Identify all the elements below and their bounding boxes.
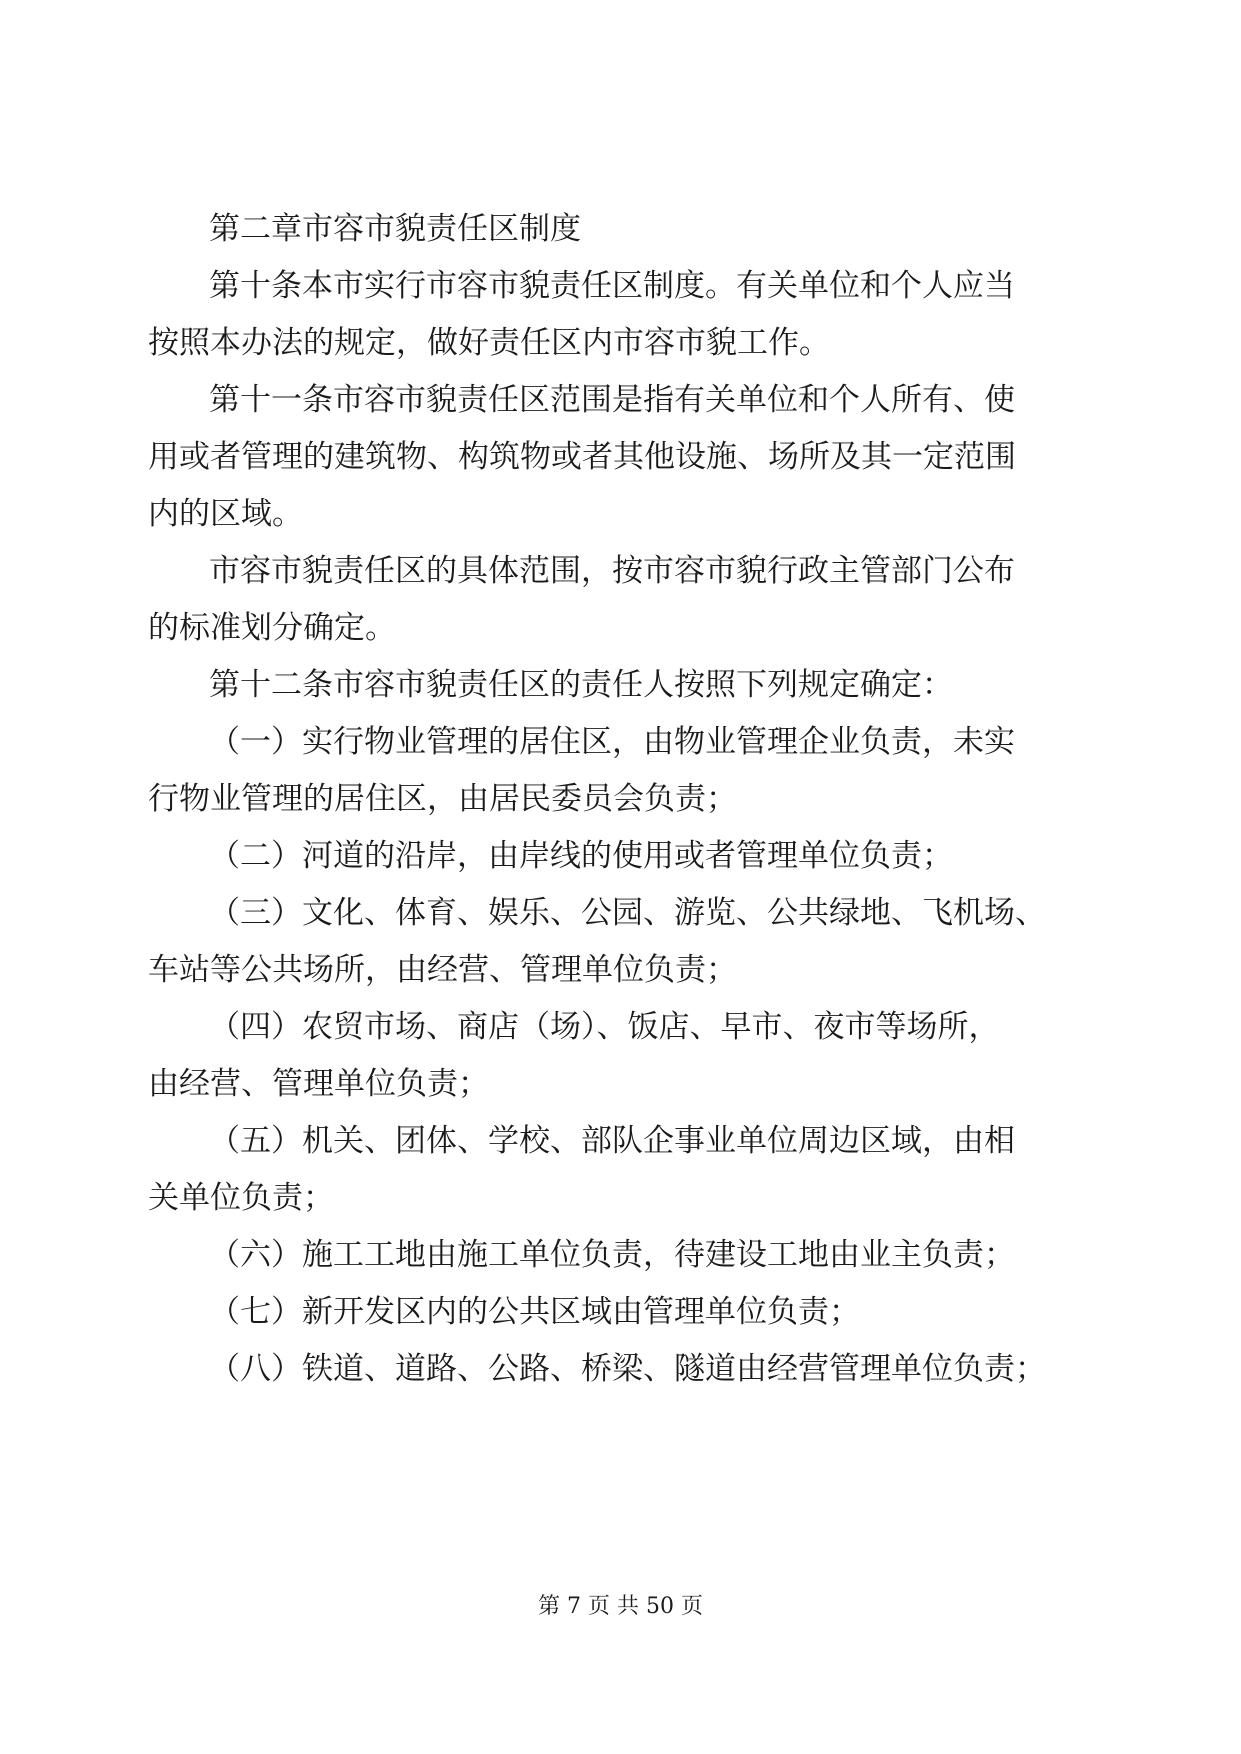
list-item-line: 由经营、管理单位负责； — [148, 1066, 489, 1102]
paragraph-line: 内的区域。 — [148, 496, 303, 532]
paragraph-line: 按照本办法的规定，做好责任区内市容市貌工作。 — [148, 325, 830, 361]
chapter-heading: 第二章市容市貌责任区制度 — [209, 211, 581, 247]
list-item-line: （八）铁道、道路、公路、桥梁、隧道由经营管理单位负责； — [209, 1351, 1046, 1387]
list-item-line: 关单位负责； — [148, 1180, 334, 1216]
paragraph-line: 的标准划分确定。 — [148, 610, 396, 646]
list-item-line: （六）施工工地由施工单位负责，待建设工地由业主负责； — [209, 1237, 1015, 1273]
list-item-line: 行物业管理的居住区，由居民委员会负责； — [148, 781, 737, 817]
list-item-line: （三）文化、体育、娱乐、公园、游览、公共绿地、飞机场、 — [209, 895, 1046, 931]
paragraph-line: 第十二条市容市貌责任区的责任人按照下列规定确定： — [209, 667, 953, 703]
list-item-line: （二）河道的沿岸，由岸线的使用或者管理单位负责； — [209, 838, 953, 874]
paragraph-line: 第十条本市实行市容市貌责任区制度。有关单位和个人应当 — [209, 268, 1015, 304]
paragraph-line: 市容市貌责任区的具体范围，按市容市貌行政主管部门公布 — [209, 553, 1015, 589]
paragraph-line: 第十一条市容市貌责任区范围是指有关单位和个人所有、使 — [209, 382, 1015, 418]
list-item-line: （一）实行物业管理的居住区，由物业管理企业负责，未实 — [209, 724, 1015, 760]
list-item-line: 车站等公共场所，由经营、管理单位负责； — [148, 952, 737, 988]
list-item-line: （七）新开发区内的公共区域由管理单位负责； — [209, 1294, 860, 1330]
list-item-line: （四）农贸市场、商店（场）、饭店、早市、夜市等场所， — [209, 1009, 1000, 1045]
page-footer: 第 7 页 共 50 页 — [538, 1594, 703, 1619]
list-item-line: （五）机关、团体、学校、部队企事业单位周边区域，由相 — [209, 1123, 1015, 1159]
paragraph-line: 用或者管理的建筑物、构筑物或者其他设施、场所及其一定范围 — [148, 439, 1016, 475]
